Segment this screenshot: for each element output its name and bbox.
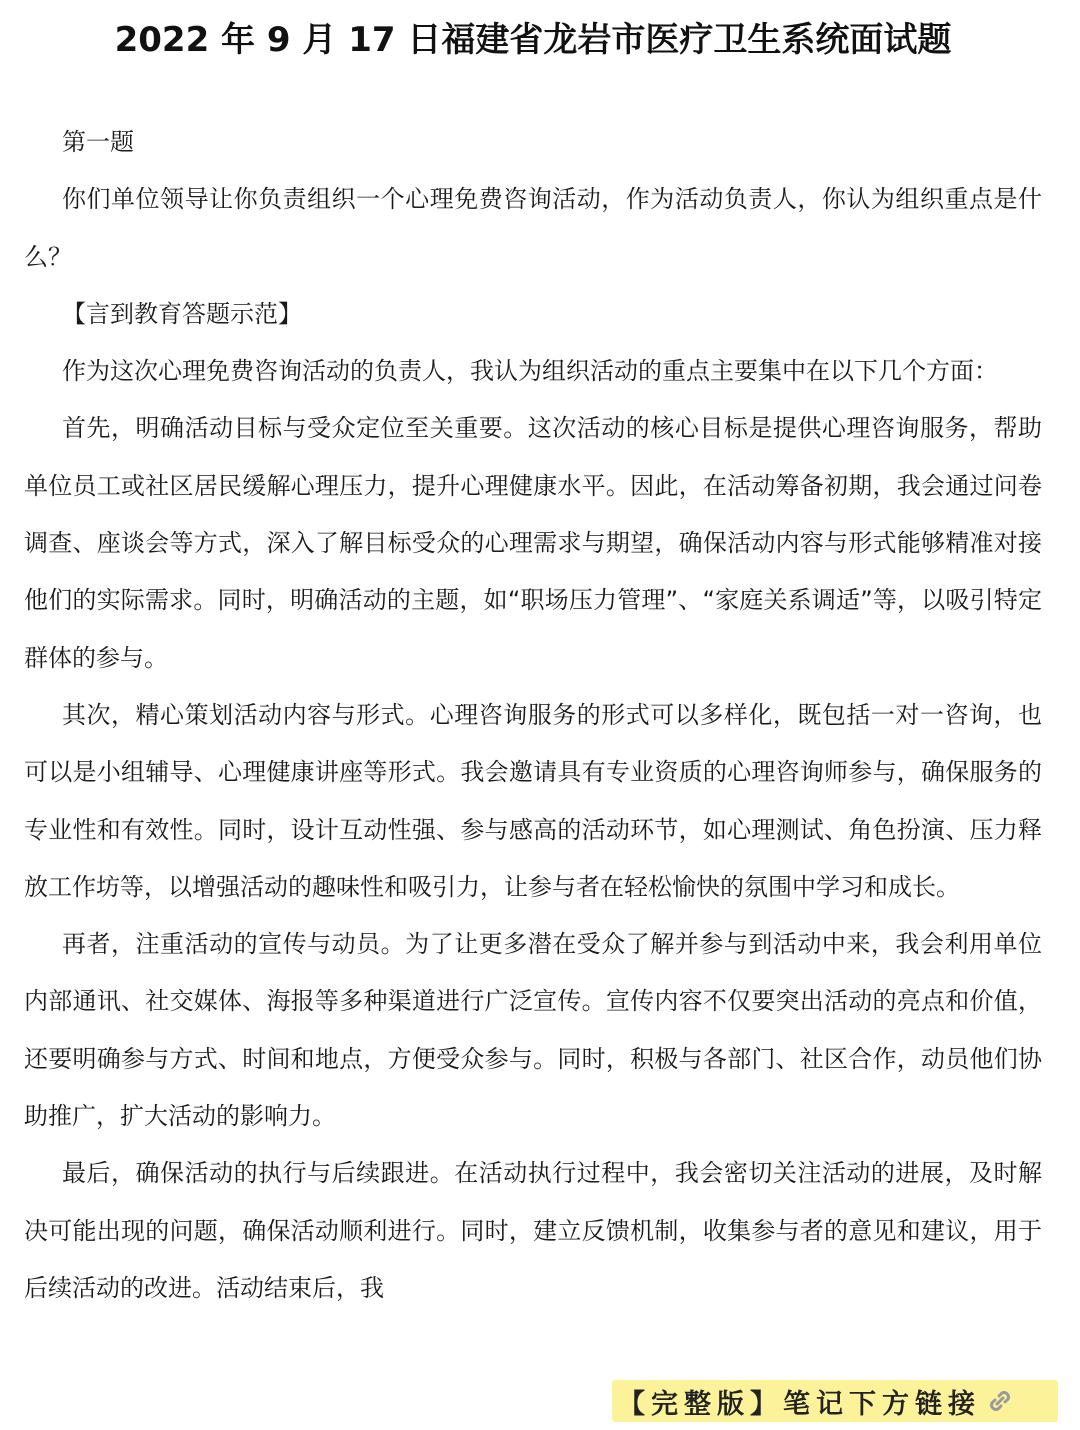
full-version-link-text: 【完整版】笔记下方链接 — [618, 1388, 981, 1420]
answer-paragraph-second: 其次，精心策划活动内容与形式。心理咨询服务的形式可以多样化，既包括一对一咨询，也可以是小组辅导、心理健康讲座等形式。我会邀请具有专业资质的心理咨询师参与，确保服务的专业性和有效性。同时，设计互动性强、参与感高的活动环节，如心理测试、角色扮演、压力释放工作坊等，以增强活动的趣味性和吸引力，让参与者在轻松愉快的氛围中学习和成长。 — [24, 700, 1042, 901]
document-title: 2022 年 9 月 17 日福建省龙岩市医疗卫生系统面试题 — [114, 20, 952, 60]
answer-paragraph-intro: 作为这次心理免费咨询活动的负责人，我认为组织活动的重点主要集中在以下几个方面： — [62, 357, 998, 386]
question-text: 你们单位领导让你负责组织一个心理免费咨询活动，作为活动负责人，你认为组织重点是什么？ — [24, 185, 1042, 271]
answer-label: 【言到教育答题示范】 — [62, 299, 302, 328]
question-heading: 第一题 — [62, 128, 134, 156]
answer-paragraph-last: 最后，确保活动的执行与后续跟进。在活动执行过程中，我会密切关注活动的进展，及时解决可能出现的问题，确保活动顺利进行。同时，建立反馈机制，收集参与者的意见和建议，用于后续活动的改进。活动结束后，我 — [24, 1159, 1042, 1302]
full-version-link-banner[interactable] — [612, 1380, 1058, 1422]
answer-paragraph-first: 首先，明确活动目标与受众定位至关重要。这次活动的核心目标是提供心理咨询服务，帮助单位员工或社区居民缓解心理压力，提升心理健康水平。因此，在活动筹备初期，我会通过问卷调查、座谈会等方式，深入了解目标受众的心理需求与期望，确保活动内容与形式能够精准对接他们的实际需求。同时，明确活动的主题，如“职场压力管理”、“家庭关系调适”等，以吸引特定群体的参与。 — [24, 414, 1042, 672]
document-body — [24, 114, 1042, 1317]
answer-paragraph-third: 再者，注重活动的宣传与动员。为了让更多潜在受众了解并参与到活动中来，我会利用单位内部通讯、社交媒体、海报等多种渠道进行广泛宣传。宣传内容不仅要突出活动的亮点和价值，还要明确参与方式、时间和地点，方便受众参与。同时，积极与各部门、社区合作，动员他们协助推广，扩大活动的影响力。 — [24, 930, 1042, 1131]
link-icon — [985, 1386, 1015, 1416]
